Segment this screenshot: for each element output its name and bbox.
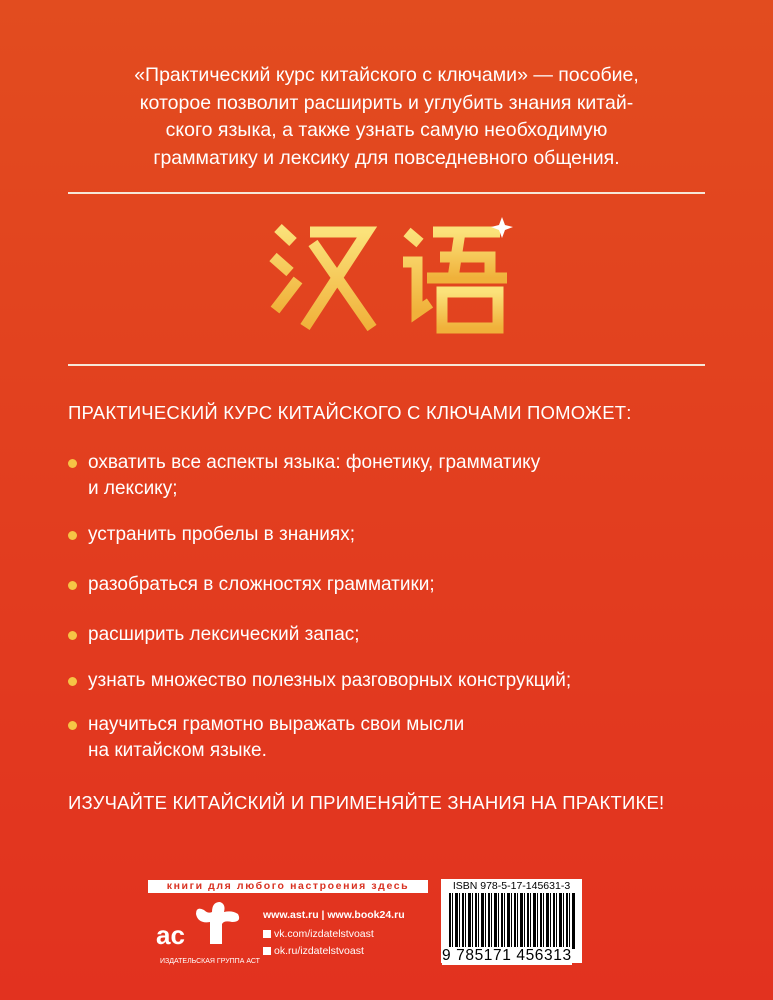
bullet-icon <box>68 721 77 730</box>
vk-icon <box>263 930 271 938</box>
publisher-links <box>263 906 405 961</box>
website-links[interactable]: www.ast.ru | www.book24.ru <box>263 909 405 921</box>
intro-paragraph <box>40 62 733 172</box>
ok-link[interactable] <box>263 942 405 961</box>
item-text: охватить все аспекты языка: фонетику, грамматику <box>88 452 541 473</box>
divider-top <box>68 192 705 194</box>
ast-logo-icon <box>152 900 252 956</box>
logo-text: ac <box>156 920 185 950</box>
item-text: разобраться в сложностях грамматики; <box>88 574 435 595</box>
item-text: научиться грамотно выражать свои мысли <box>88 714 465 735</box>
publisher-name: ИЗДАТЕЛЬСКАЯ ГРУППА АСТ <box>160 958 260 965</box>
isbn-text: ISBN 978-5-17-145631-3 <box>452 880 571 892</box>
intro-line: «Практический курс китайского с ключами» — пособие, <box>134 64 639 86</box>
ok-icon <box>263 947 271 955</box>
bullet-icon <box>68 581 77 590</box>
benefits-list <box>68 450 708 764</box>
list-item <box>68 712 708 764</box>
item-text: узнать множество полезных разговорных конструкций; <box>88 670 572 691</box>
item-text: расширить лексический запас; <box>88 624 360 645</box>
list-item <box>68 572 708 598</box>
ok-text: ok.ru/izdatelstvoast <box>274 945 364 957</box>
closing-slogan: ИЗУЧАЙТЕ КИТАЙСКИЙ И ПРИМЕНЯЙТЕ ЗНАНИЯ НА ПРАКТИКЕ! <box>68 792 665 813</box>
intro-line: грамматику и лексику для повседневного общения. <box>153 146 620 169</box>
bullet-icon <box>68 677 77 686</box>
benefits-heading: ПРАКТИЧЕСКИЙ КУРС КИТАЙСКОГО С КЛЮЧАМИ ПОМОЖЕТ: <box>68 402 632 423</box>
chinese-title-logo <box>260 200 520 340</box>
item-text: устранить пробелы в знаниях; <box>88 524 355 545</box>
publisher-banner: книги для любого настроения здесь <box>148 880 428 893</box>
list-item <box>68 522 708 548</box>
barcode-digits: 9 785171 456313 <box>442 947 572 964</box>
list-item <box>68 668 708 694</box>
divider-bottom <box>68 364 705 366</box>
list-item <box>68 622 708 648</box>
bullet-icon <box>68 531 77 540</box>
vk-text: vk.com/izdatelstvoast <box>274 928 374 940</box>
isbn-barcode <box>441 879 582 963</box>
intro-line: ского языка, а также узнать самую необходимую <box>165 119 608 141</box>
bullet-icon <box>68 631 77 640</box>
list-item <box>68 450 708 502</box>
bullet-icon <box>68 459 77 468</box>
intro-line: которое позволит расширить и углубить знания китай- <box>139 91 634 114</box>
item-text: и лексику; <box>88 478 178 499</box>
barcode-bars <box>449 893 575 949</box>
item-text: на китайском языке. <box>88 740 267 761</box>
